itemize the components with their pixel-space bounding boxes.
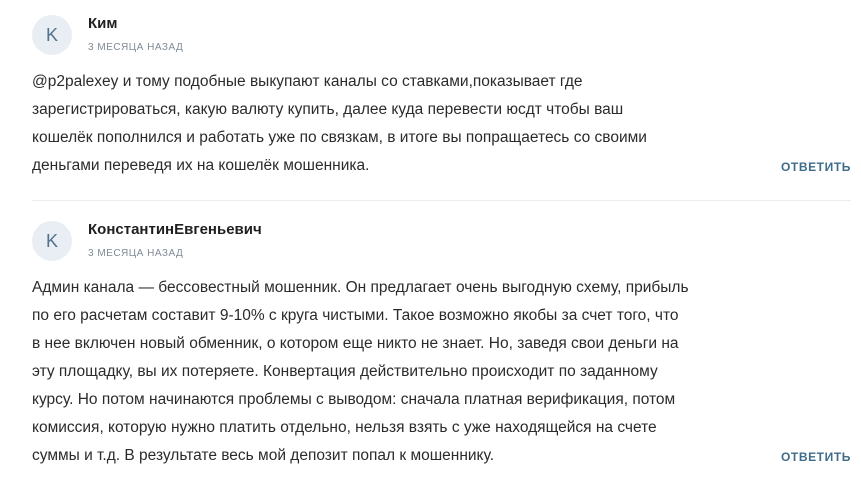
comment-text (32, 274, 772, 470)
comment-text-line: Админ канала — бессовестный мошенник. Он предлагает очень выгодную схему, прибыль (32, 279, 689, 296)
comment-author[interactable]: КонстантинЕвгеньевич (88, 221, 262, 238)
comment-item (0, 200, 861, 484)
comment-text-line: в нее включен новый обменник, о котором еще никто не знает. Но, заведя свои деньги на (32, 335, 679, 352)
comment-text-line: комиссия, которую нужно платить отдельно, нельзя взять с уже находящейся на счете (32, 419, 657, 436)
avatar[interactable]: K (32, 221, 72, 261)
comment-text-line: суммы и т.д. В результате весь мой депозит попал к мошеннику. (32, 447, 495, 464)
comment-item (0, 0, 861, 200)
comment-text-line: деньгами переведя их на кошелёк мошенника. (32, 157, 370, 174)
avatar[interactable]: K (32, 15, 72, 55)
comment-text-line: эту площадку, вы их потеряете. Конвертация действительно происходит по заданному (32, 363, 658, 380)
reply-button[interactable]: ОТВЕТИТЬ (780, 450, 851, 464)
comment-text-line: по его расчетам составит 9-10% с круга чистыми. Такое возможно якобы за счет того, что (32, 307, 679, 324)
comment-text-line: @p2palexey и тому подобные выкупают каналы со ставками,показывает где (32, 73, 583, 90)
comment-timestamp: 3 МЕСЯЦА НАЗАД (88, 42, 184, 53)
comment-text-line: кошелёк пополнился и работать уже по связкам, в итоге вы попращаетесь со своими (32, 129, 647, 146)
reply-button[interactable]: ОТВЕТИТЬ (780, 160, 851, 174)
comment-text-line: зарегистрироваться, какую валюту купить, далее куда перевести юсдт чтобы ваш (32, 101, 624, 118)
comment-text (32, 68, 772, 180)
comment-author[interactable]: Ким (88, 15, 118, 32)
comment-timestamp: 3 МЕСЯЦА НАЗАД (88, 248, 184, 259)
comment-text-line: курсу. Но потом начинаются проблемы с выводом: сначала платная верификация, потом (32, 391, 676, 408)
